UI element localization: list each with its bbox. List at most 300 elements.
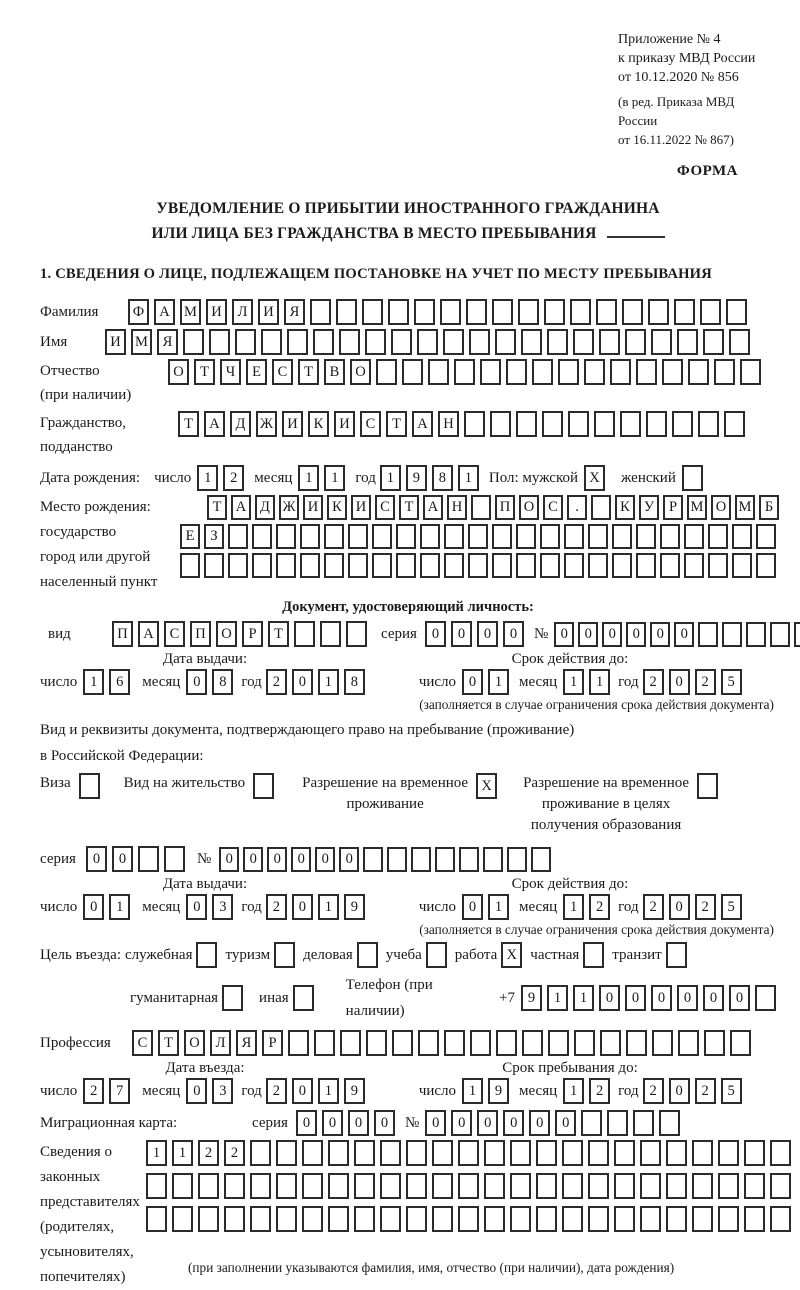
char-cell[interactable]: 1 <box>83 669 104 695</box>
char-cell[interactable]: 2 <box>643 894 664 920</box>
char-cell[interactable] <box>724 411 745 437</box>
char-cell[interactable]: 1 <box>488 894 509 920</box>
char-cell[interactable] <box>564 553 584 578</box>
char-cell[interactable] <box>770 1206 791 1232</box>
char-cell[interactable] <box>718 1173 739 1199</box>
surname-boxes[interactable] <box>128 299 747 325</box>
char-cell[interactable] <box>302 1173 323 1199</box>
char-cell[interactable] <box>625 329 646 355</box>
char-cell[interactable]: 1 <box>318 669 339 695</box>
char-cell[interactable]: О <box>168 359 189 385</box>
char-cell[interactable] <box>666 1140 687 1166</box>
char-cell[interactable] <box>674 299 695 325</box>
char-cell[interactable] <box>300 524 320 549</box>
char-cell[interactable] <box>294 621 315 647</box>
char-cell[interactable] <box>660 524 680 549</box>
char-cell[interactable] <box>730 1030 751 1056</box>
char-cell[interactable] <box>692 1206 713 1232</box>
char-cell[interactable] <box>718 1140 739 1166</box>
char-cell[interactable] <box>428 359 449 385</box>
char-cell[interactable] <box>794 622 800 647</box>
char-cell[interactable] <box>536 1140 557 1166</box>
char-cell[interactable] <box>276 1173 297 1199</box>
char-cell[interactable]: 1 <box>547 985 568 1011</box>
char-cell[interactable] <box>548 1030 569 1056</box>
char-cell[interactable]: 9 <box>521 985 542 1011</box>
char-cell[interactable]: Я <box>284 299 305 325</box>
char-cell[interactable] <box>714 359 735 385</box>
char-cell[interactable] <box>516 524 536 549</box>
char-cell[interactable] <box>540 524 560 549</box>
char-cell[interactable] <box>380 1140 401 1166</box>
char-cell[interactable]: Т <box>386 411 407 437</box>
char-cell[interactable]: 1 <box>563 669 584 695</box>
entry-year-boxes[interactable] <box>266 1078 365 1104</box>
char-cell[interactable]: 0 <box>291 847 311 872</box>
char-cell[interactable] <box>276 524 296 549</box>
char-cell[interactable] <box>740 359 761 385</box>
char-cell[interactable] <box>532 359 553 385</box>
birthplace-row1-boxes[interactable] <box>207 495 779 520</box>
char-cell[interactable] <box>180 553 200 578</box>
purpose-other-checkbox[interactable] <box>293 985 314 1011</box>
char-cell[interactable]: 2 <box>695 1078 716 1104</box>
identity-kind-boxes[interactable] <box>112 621 367 647</box>
char-cell[interactable] <box>198 1173 219 1199</box>
char-cell[interactable]: С <box>164 621 185 647</box>
char-cell[interactable]: И <box>351 495 371 520</box>
char-cell[interactable]: 0 <box>462 894 483 920</box>
char-cell[interactable]: С <box>375 495 395 520</box>
char-cell[interactable] <box>636 359 657 385</box>
char-cell[interactable]: Л <box>210 1030 231 1056</box>
char-cell[interactable] <box>324 524 344 549</box>
char-cell[interactable] <box>599 329 620 355</box>
char-cell[interactable] <box>354 1140 375 1166</box>
char-cell[interactable]: 1 <box>589 669 610 695</box>
entry-day-boxes[interactable] <box>83 1078 130 1104</box>
birth-month-boxes[interactable] <box>298 465 345 491</box>
char-cell[interactable]: И <box>206 299 227 325</box>
char-cell[interactable] <box>692 1140 713 1166</box>
char-cell[interactable] <box>484 1173 505 1199</box>
char-cell[interactable] <box>204 553 224 578</box>
char-cell[interactable] <box>302 1140 323 1166</box>
edu-permit-checkbox[interactable] <box>697 773 718 799</box>
char-cell[interactable] <box>340 1030 361 1056</box>
char-cell[interactable] <box>633 1110 654 1136</box>
char-cell[interactable] <box>388 299 409 325</box>
char-cell[interactable] <box>274 942 295 968</box>
char-cell[interactable]: П <box>190 621 211 647</box>
char-cell[interactable] <box>483 847 503 872</box>
char-cell[interactable]: 0 <box>451 1110 472 1136</box>
char-cell[interactable] <box>574 1030 595 1056</box>
char-cell[interactable] <box>510 1206 531 1232</box>
char-cell[interactable]: 0 <box>292 1078 313 1104</box>
char-cell[interactable]: Р <box>262 1030 283 1056</box>
char-cell[interactable]: О <box>711 495 731 520</box>
char-cell[interactable] <box>366 1030 387 1056</box>
char-cell[interactable] <box>536 1206 557 1232</box>
char-cell[interactable] <box>588 1140 609 1166</box>
char-cell[interactable] <box>458 1173 479 1199</box>
birth-year-boxes[interactable] <box>380 465 479 491</box>
char-cell[interactable] <box>288 1030 309 1056</box>
char-cell[interactable]: 1 <box>318 894 339 920</box>
char-cell[interactable] <box>622 299 643 325</box>
char-cell[interactable] <box>459 847 479 872</box>
char-cell[interactable] <box>610 359 631 385</box>
char-cell[interactable]: 2 <box>83 1078 104 1104</box>
char-cell[interactable]: 8 <box>344 669 365 695</box>
char-cell[interactable] <box>612 524 632 549</box>
purpose-humanitarian-checkbox[interactable] <box>222 985 243 1011</box>
char-cell[interactable] <box>146 1206 167 1232</box>
char-cell[interactable]: М <box>687 495 707 520</box>
char-cell[interactable] <box>536 1173 557 1199</box>
char-cell[interactable]: П <box>495 495 515 520</box>
char-cell[interactable] <box>588 524 608 549</box>
char-cell[interactable]: О <box>519 495 539 520</box>
char-cell[interactable]: Т <box>194 359 215 385</box>
char-cell[interactable]: 0 <box>425 1110 446 1136</box>
char-cell[interactable] <box>718 1206 739 1232</box>
char-cell[interactable]: 0 <box>86 846 107 872</box>
char-cell[interactable] <box>354 1206 375 1232</box>
char-cell[interactable] <box>770 622 790 647</box>
char-cell[interactable] <box>744 1140 765 1166</box>
char-cell[interactable]: 1 <box>318 1078 339 1104</box>
char-cell[interactable] <box>300 553 320 578</box>
char-cell[interactable]: 0 <box>625 985 646 1011</box>
char-cell[interactable]: 0 <box>729 985 750 1011</box>
char-cell[interactable] <box>198 1206 219 1232</box>
char-cell[interactable] <box>480 359 501 385</box>
char-cell[interactable] <box>362 299 383 325</box>
char-cell[interactable] <box>468 553 488 578</box>
char-cell[interactable] <box>396 524 416 549</box>
char-cell[interactable] <box>471 495 491 520</box>
char-cell[interactable] <box>573 329 594 355</box>
char-cell[interactable]: Т <box>158 1030 179 1056</box>
stay-year-boxes[interactable] <box>643 1078 742 1104</box>
char-cell[interactable]: С <box>360 411 381 437</box>
char-cell[interactable]: Е <box>246 359 267 385</box>
char-cell[interactable] <box>293 985 314 1011</box>
char-cell[interactable] <box>310 299 331 325</box>
char-cell[interactable] <box>454 359 475 385</box>
char-cell[interactable]: Т <box>298 359 319 385</box>
char-cell[interactable] <box>458 1206 479 1232</box>
char-cell[interactable] <box>636 553 656 578</box>
char-cell[interactable]: 0 <box>296 1110 317 1136</box>
char-cell[interactable] <box>302 1206 323 1232</box>
char-cell[interactable]: Ж <box>279 495 299 520</box>
char-cell[interactable] <box>458 1140 479 1166</box>
char-cell[interactable]: 2 <box>198 1140 219 1166</box>
char-cell[interactable] <box>755 985 776 1011</box>
char-cell[interactable] <box>492 553 512 578</box>
char-cell[interactable]: М <box>131 329 152 355</box>
char-cell[interactable] <box>547 329 568 355</box>
identity-issued-day-boxes[interactable] <box>83 669 130 695</box>
char-cell[interactable]: 0 <box>477 1110 498 1136</box>
char-cell[interactable]: А <box>138 621 159 647</box>
char-cell[interactable]: 0 <box>650 622 670 647</box>
char-cell[interactable] <box>224 1206 245 1232</box>
char-cell[interactable]: П <box>112 621 133 647</box>
char-cell[interactable]: О <box>350 359 371 385</box>
char-cell[interactable] <box>588 1206 609 1232</box>
char-cell[interactable]: 0 <box>315 847 335 872</box>
char-cell[interactable] <box>224 1173 245 1199</box>
permit-number-boxes[interactable] <box>219 847 551 872</box>
char-cell[interactable]: 2 <box>266 894 287 920</box>
char-cell[interactable] <box>420 553 440 578</box>
char-cell[interactable]: X <box>476 773 497 799</box>
char-cell[interactable] <box>276 1206 297 1232</box>
char-cell[interactable] <box>440 299 461 325</box>
char-cell[interactable]: 0 <box>529 1110 550 1136</box>
char-cell[interactable]: 0 <box>425 621 446 647</box>
char-cell[interactable] <box>703 329 724 355</box>
char-cell[interactable] <box>492 299 513 325</box>
char-cell[interactable] <box>684 553 704 578</box>
char-cell[interactable]: С <box>543 495 563 520</box>
char-cell[interactable]: В <box>324 359 345 385</box>
char-cell[interactable] <box>376 359 397 385</box>
char-cell[interactable] <box>406 1206 427 1232</box>
char-cell[interactable] <box>732 553 752 578</box>
char-cell[interactable]: Б <box>759 495 779 520</box>
char-cell[interactable] <box>672 411 693 437</box>
char-cell[interactable]: 0 <box>186 894 207 920</box>
char-cell[interactable] <box>607 1110 628 1136</box>
char-cell[interactable] <box>708 524 728 549</box>
char-cell[interactable]: 0 <box>703 985 724 1011</box>
char-cell[interactable]: Е <box>180 524 200 549</box>
char-cell[interactable] <box>328 1140 349 1166</box>
char-cell[interactable] <box>444 524 464 549</box>
char-cell[interactable]: 0 <box>503 621 524 647</box>
char-cell[interactable] <box>464 411 485 437</box>
char-cell[interactable] <box>196 942 217 968</box>
permit-valid-month-boxes[interactable] <box>563 894 610 920</box>
char-cell[interactable] <box>588 553 608 578</box>
char-cell[interactable] <box>744 1173 765 1199</box>
char-cell[interactable]: Р <box>663 495 683 520</box>
char-cell[interactable] <box>591 495 611 520</box>
char-cell[interactable]: 0 <box>267 847 287 872</box>
char-cell[interactable] <box>697 773 718 799</box>
char-cell[interactable]: 1 <box>146 1140 167 1166</box>
char-cell[interactable] <box>411 847 431 872</box>
char-cell[interactable] <box>646 411 667 437</box>
char-cell[interactable]: 2 <box>223 465 244 491</box>
char-cell[interactable]: 0 <box>602 622 622 647</box>
char-cell[interactable] <box>466 299 487 325</box>
char-cell[interactable]: Ж <box>256 411 277 437</box>
char-cell[interactable]: Т <box>207 495 227 520</box>
char-cell[interactable]: 0 <box>219 847 239 872</box>
char-cell[interactable] <box>732 524 752 549</box>
char-cell[interactable] <box>252 553 272 578</box>
char-cell[interactable] <box>700 299 721 325</box>
char-cell[interactable] <box>704 1030 725 1056</box>
char-cell[interactable] <box>626 1030 647 1056</box>
char-cell[interactable]: 9 <box>344 894 365 920</box>
stay-day-boxes[interactable] <box>462 1078 509 1104</box>
char-cell[interactable] <box>507 847 527 872</box>
char-cell[interactable]: 0 <box>374 1110 395 1136</box>
char-cell[interactable]: 0 <box>669 669 690 695</box>
char-cell[interactable] <box>652 1030 673 1056</box>
char-cell[interactable]: 0 <box>292 669 313 695</box>
char-cell[interactable]: И <box>282 411 303 437</box>
residence-checkbox[interactable] <box>253 773 274 799</box>
char-cell[interactable] <box>756 524 776 549</box>
purpose-study-checkbox[interactable] <box>426 942 447 968</box>
identity-valid-day-boxes[interactable] <box>462 669 509 695</box>
char-cell[interactable]: Р <box>242 621 263 647</box>
char-cell[interactable] <box>770 1173 791 1199</box>
char-cell[interactable] <box>510 1140 531 1166</box>
char-cell[interactable]: 0 <box>243 847 263 872</box>
char-cell[interactable] <box>380 1173 401 1199</box>
char-cell[interactable]: 7 <box>109 1078 130 1104</box>
char-cell[interactable]: 6 <box>109 669 130 695</box>
char-cell[interactable] <box>612 553 632 578</box>
char-cell[interactable]: 0 <box>578 622 598 647</box>
char-cell[interactable] <box>492 524 512 549</box>
char-cell[interactable]: 0 <box>669 1078 690 1104</box>
char-cell[interactable]: 0 <box>451 621 472 647</box>
char-cell[interactable] <box>659 1110 680 1136</box>
char-cell[interactable] <box>372 524 392 549</box>
char-cell[interactable] <box>692 1173 713 1199</box>
char-cell[interactable] <box>746 622 766 647</box>
permit-valid-day-boxes[interactable] <box>462 894 509 920</box>
char-cell[interactable]: 1 <box>172 1140 193 1166</box>
char-cell[interactable]: 2 <box>643 1078 664 1104</box>
purpose-tourism-checkbox[interactable] <box>274 942 295 968</box>
char-cell[interactable] <box>432 1140 453 1166</box>
char-cell[interactable] <box>581 1110 602 1136</box>
char-cell[interactable] <box>495 329 516 355</box>
char-cell[interactable]: 1 <box>458 465 479 491</box>
char-cell[interactable]: К <box>615 495 635 520</box>
char-cell[interactable]: Я <box>236 1030 257 1056</box>
citizenship-boxes[interactable] <box>178 411 745 437</box>
representatives-row3-boxes[interactable] <box>146 1206 791 1232</box>
entry-month-boxes[interactable] <box>186 1078 233 1104</box>
char-cell[interactable] <box>558 359 579 385</box>
char-cell[interactable] <box>531 847 551 872</box>
char-cell[interactable] <box>357 942 378 968</box>
char-cell[interactable] <box>320 621 341 647</box>
char-cell[interactable]: 1 <box>488 669 509 695</box>
identity-valid-year-boxes[interactable] <box>643 669 742 695</box>
char-cell[interactable]: 5 <box>721 669 742 695</box>
permit-issued-day-boxes[interactable] <box>83 894 130 920</box>
char-cell[interactable] <box>544 299 565 325</box>
char-cell[interactable]: 2 <box>589 894 610 920</box>
profession-boxes[interactable] <box>132 1030 751 1056</box>
purpose-official-checkbox[interactable] <box>196 942 217 968</box>
char-cell[interactable]: 1 <box>324 465 345 491</box>
char-cell[interactable] <box>729 329 750 355</box>
char-cell[interactable]: 8 <box>212 669 233 695</box>
char-cell[interactable] <box>324 553 344 578</box>
char-cell[interactable]: 2 <box>224 1140 245 1166</box>
char-cell[interactable] <box>677 329 698 355</box>
char-cell[interactable]: А <box>154 299 175 325</box>
char-cell[interactable] <box>678 1030 699 1056</box>
char-cell[interactable] <box>363 847 383 872</box>
birthplace-row3-boxes[interactable] <box>180 553 776 578</box>
char-cell[interactable]: 0 <box>626 622 646 647</box>
char-cell[interactable]: 0 <box>292 894 313 920</box>
char-cell[interactable] <box>506 359 527 385</box>
char-cell[interactable]: 0 <box>112 846 133 872</box>
char-cell[interactable] <box>516 411 537 437</box>
char-cell[interactable] <box>562 1140 583 1166</box>
char-cell[interactable]: М <box>180 299 201 325</box>
char-cell[interactable]: X <box>501 942 522 968</box>
sex-male-checkbox[interactable] <box>584 465 605 491</box>
char-cell[interactable] <box>684 524 704 549</box>
permit-valid-year-boxes[interactable] <box>643 894 742 920</box>
migration-series-boxes[interactable] <box>296 1110 395 1136</box>
char-cell[interactable] <box>484 1140 505 1166</box>
char-cell[interactable]: 0 <box>669 894 690 920</box>
char-cell[interactable] <box>568 411 589 437</box>
char-cell[interactable]: 1 <box>563 894 584 920</box>
char-cell[interactable]: 0 <box>677 985 698 1011</box>
char-cell[interactable]: А <box>231 495 251 520</box>
char-cell[interactable]: О <box>216 621 237 647</box>
char-cell[interactable] <box>209 329 230 355</box>
char-cell[interactable] <box>770 1140 791 1166</box>
char-cell[interactable] <box>380 1206 401 1232</box>
char-cell[interactable] <box>418 1030 439 1056</box>
char-cell[interactable] <box>396 553 416 578</box>
char-cell[interactable] <box>313 329 334 355</box>
char-cell[interactable]: 1 <box>197 465 218 491</box>
purpose-business-checkbox[interactable] <box>357 942 378 968</box>
char-cell[interactable] <box>662 359 683 385</box>
char-cell[interactable] <box>698 411 719 437</box>
char-cell[interactable] <box>346 621 367 647</box>
char-cell[interactable] <box>682 465 703 491</box>
char-cell[interactable] <box>640 1206 661 1232</box>
char-cell[interactable] <box>328 1173 349 1199</box>
char-cell[interactable] <box>183 329 204 355</box>
char-cell[interactable] <box>596 299 617 325</box>
char-cell[interactable]: Н <box>447 495 467 520</box>
char-cell[interactable]: 1 <box>573 985 594 1011</box>
char-cell[interactable] <box>562 1206 583 1232</box>
char-cell[interactable] <box>636 524 656 549</box>
char-cell[interactable] <box>250 1140 271 1166</box>
char-cell[interactable] <box>276 1140 297 1166</box>
char-cell[interactable] <box>348 524 368 549</box>
char-cell[interactable] <box>521 329 542 355</box>
char-cell[interactable] <box>164 846 185 872</box>
char-cell[interactable]: 2 <box>695 894 716 920</box>
char-cell[interactable]: С <box>272 359 293 385</box>
